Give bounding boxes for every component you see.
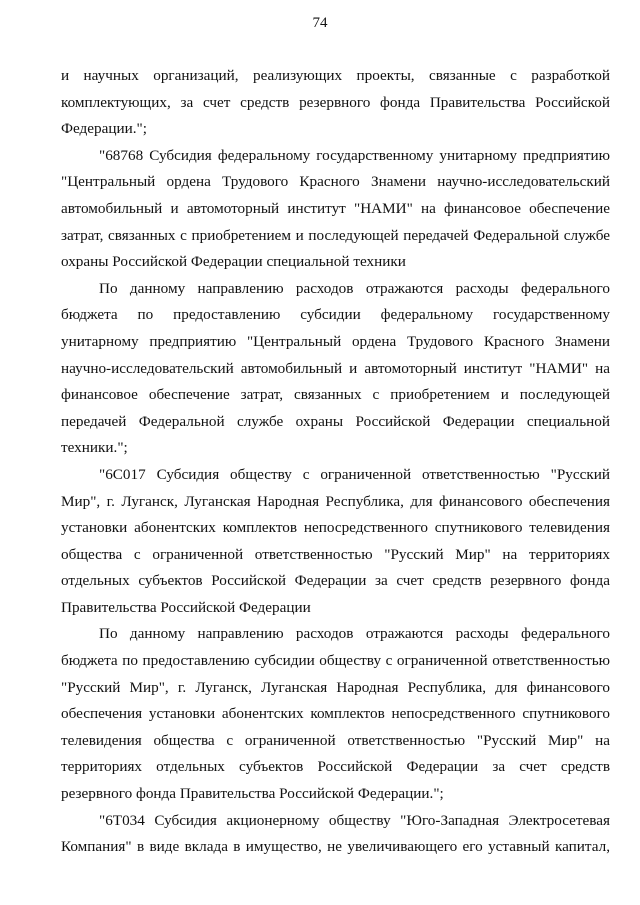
page-number: 74 <box>312 15 328 31</box>
paragraph-6c017-heading: "6С017 Субсидия обществу с ограниченной ответственностью "Русский Мир", г. Луганск, Луганская Народная Республика, для финансового обеспечения установки абонентских комплектов непосредственного спутникового телевидения общества с ограниченной ответственностью "Русский Мир" на территориях отдельных субъектов Российской Федерации за счет средств резервного фонда Правительства Российской Федерации <box>61 465 610 616</box>
paragraph-68768-heading: "68768 Субсидия федеральному государственному унитарному предприятию "Центральный ордена Трудового Красного Знамени научно-исследовательский автомобильный и автомоторный институт "НАМИ" на финансовое обеспечение затрат, связанных с приобретением и последующей передачей Федеральной службе охраны Российской Федерации специальной техники <box>61 146 610 271</box>
paragraph-68768-description: По данному направлению расходов отражаются расходы федерального бюджета по предоставлению субсидии федеральному государственному унитарному предприятию "Центральный ордена Трудового Красного Знамени научно-исследовательский автомобильный и автомоторный институт "НАМИ" на финансовое обеспечение затрат, связанных с приобретением и последующей передачей Федеральной службе охраны Российской Федерации специальной техники."; <box>61 279 610 457</box>
paragraph-continuation: и научных организаций, реализующих проекты, связанные с разработкой комплектующих, за счет средств резервного фонда Правительства Российской Федерации."; <box>61 67 610 138</box>
paragraph-6t034-heading: "6Т034 Субсидия акционерному обществу "Юго-Западная Электросетевая Компания" в виде вклада в имущество, не увеличивающего его уставный капитал, <box>61 811 610 856</box>
paragraph-6c017-description: По данному направлению расходов отражаются расходы федерального бюджета по предоставлению субсидии обществу с ограниченной ответственностью "Русский Мир", г. Луганск, Луганская Народная Республика, для финансового обеспечения установки абонентских комплектов непосредственного спутникового телевидения общества с ограниченной ответственностью "Русский Мир" на территориях отдельных субъектов Российской Федерации за счет средств резервного фонда Правительства Российской Федерации."; <box>61 625 610 803</box>
document-body <box>61 63 610 861</box>
